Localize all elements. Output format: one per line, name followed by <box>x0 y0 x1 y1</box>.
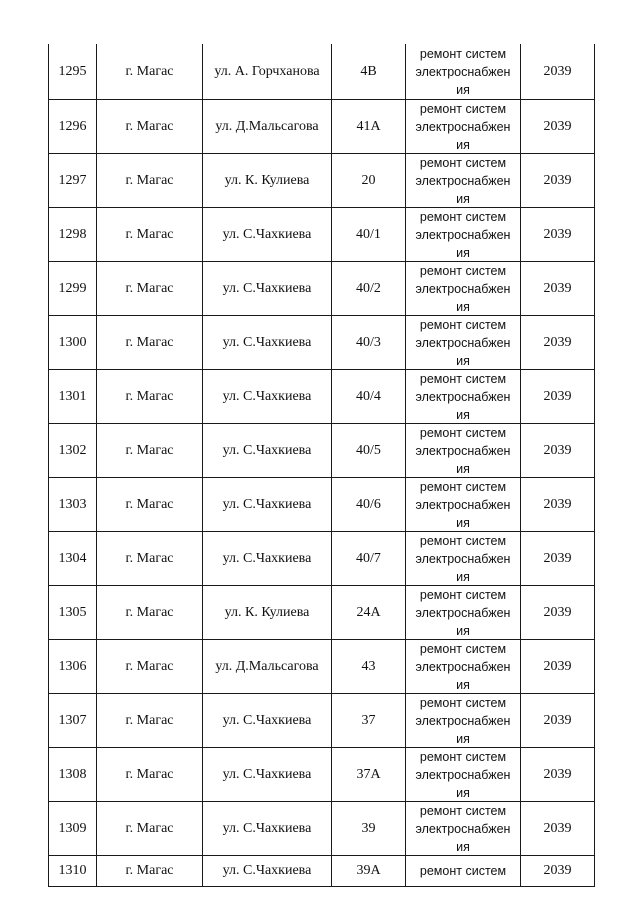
work-type-line: ремонт систем <box>419 209 507 224</box>
work-type-line: электроснабжен <box>415 389 511 404</box>
work-type-line: ремонт систем <box>419 587 507 602</box>
work-type-line: ия <box>456 731 470 746</box>
city-cell: г. Магас <box>125 226 174 242</box>
street-cell: ул. С.Чахкиева <box>222 388 312 404</box>
year-cell: 2039 <box>543 712 572 728</box>
work-type-cell <box>406 640 520 693</box>
work-type-line: ремонт систем <box>419 317 507 332</box>
work-type-line: ремонт систем <box>419 749 507 764</box>
house-number-cell: 40/5 <box>356 442 381 458</box>
year-cell: 2039 <box>543 658 572 674</box>
work-type-cell <box>406 208 520 261</box>
row-number-cell: 1300 <box>58 334 87 350</box>
work-type-line: ия <box>456 137 470 152</box>
work-type-cell <box>406 802 520 855</box>
house-number-cell: 37 <box>361 712 376 728</box>
work-type-line: электроснабжен <box>415 713 511 728</box>
work-type-line: ремонт систем <box>419 101 507 116</box>
row-number-cell: 1308 <box>58 766 87 782</box>
work-type-cell <box>406 748 520 801</box>
city-cell: г. Магас <box>125 550 174 566</box>
work-type-cell <box>406 694 520 747</box>
street-cell: ул. К. Кулиева <box>224 172 310 188</box>
work-type-cell <box>406 100 520 153</box>
work-type-line: ия <box>456 407 470 422</box>
work-type-line: ия <box>456 461 470 476</box>
row-number-cell: 1299 <box>58 280 87 296</box>
year-cell: 2039 <box>543 766 572 782</box>
house-number-cell: 41А <box>356 118 381 134</box>
work-type-line: электроснабжен <box>415 659 511 674</box>
city-cell: г. Магас <box>125 658 174 674</box>
street-cell: ул. С.Чахкиева <box>222 863 312 878</box>
year-cell: 2039 <box>543 820 572 836</box>
work-type-line: электроснабжен <box>415 443 511 458</box>
city-cell: г. Магас <box>125 172 174 188</box>
work-type-line: электроснабжен <box>415 605 511 620</box>
year-cell: 2039 <box>543 863 572 878</box>
year-cell: 2039 <box>543 496 572 512</box>
work-type-cell <box>406 45 520 99</box>
work-type-line: ия <box>456 839 470 854</box>
year-cell: 2039 <box>543 226 572 242</box>
city-cell: г. Магас <box>125 388 174 404</box>
house-number-cell: 4В <box>360 64 377 79</box>
city-cell: г. Магас <box>125 280 174 296</box>
work-type-line: ремонт систем <box>419 641 507 656</box>
row-number-cell: 1307 <box>58 712 87 728</box>
work-type-line: ремонт систем <box>419 803 507 818</box>
street-cell: ул. С.Чахкиева <box>222 550 312 566</box>
street-cell: ул. С.Чахкиева <box>222 334 312 350</box>
column-rule <box>594 44 595 886</box>
work-type-line: ремонт систем <box>419 533 507 548</box>
house-number-cell: 40/2 <box>356 280 381 296</box>
row-number-cell: 1310 <box>58 863 87 878</box>
work-type-cell <box>406 262 520 315</box>
street-cell: ул. С.Чахкиева <box>222 226 312 242</box>
work-type-cell <box>406 586 520 639</box>
work-type-line: ия <box>456 83 470 97</box>
street-cell: ул. А. Горчханова <box>214 64 320 79</box>
city-cell: г. Магас <box>125 118 174 134</box>
work-type-line: ия <box>456 191 470 206</box>
house-number-cell: 24А <box>356 604 381 620</box>
house-number-cell: 40/4 <box>356 388 381 404</box>
street-cell: ул. С.Чахкиева <box>222 442 312 458</box>
work-type-line: ия <box>456 569 470 584</box>
work-type-line: ремонт систем <box>419 479 507 494</box>
street-cell: ул. К. Кулиева <box>224 604 310 620</box>
work-type-cell <box>406 478 520 531</box>
year-cell: 2039 <box>543 172 572 188</box>
city-cell: г. Магас <box>125 64 174 79</box>
city-cell: г. Магас <box>125 442 174 458</box>
work-type-line: ия <box>456 785 470 800</box>
row-number-cell: 1297 <box>58 172 87 188</box>
city-cell: г. Магас <box>125 496 174 512</box>
work-type-line: электроснабжен <box>415 497 511 512</box>
work-type-line: ремонт систем <box>419 155 507 170</box>
row-rule <box>48 886 595 887</box>
work-type-cell <box>406 424 520 477</box>
street-cell: ул. С.Чахкиева <box>222 820 312 836</box>
year-cell: 2039 <box>543 388 572 404</box>
year-cell: 2039 <box>543 118 572 134</box>
row-number-cell: 1295 <box>58 64 87 79</box>
street-cell: ул. С.Чахкиева <box>222 712 312 728</box>
work-type-line: ремонт систем <box>419 47 507 61</box>
city-cell: г. Магас <box>125 820 174 836</box>
work-type-line: ремонт систем <box>419 425 507 440</box>
work-type-line: ия <box>456 623 470 638</box>
row-number-cell: 1304 <box>58 550 87 566</box>
work-type-line: электроснабжен <box>415 767 511 782</box>
work-type-line: электроснабжен <box>415 65 511 79</box>
work-type-line: электроснабжен <box>415 119 511 134</box>
house-number-cell: 40/7 <box>356 550 381 566</box>
work-type-line: электроснабжен <box>415 173 511 188</box>
year-cell: 2039 <box>543 64 572 79</box>
row-number-cell: 1301 <box>58 388 87 404</box>
house-number-cell: 37А <box>356 766 381 782</box>
year-cell: 2039 <box>543 334 572 350</box>
work-type-cell <box>406 856 520 886</box>
city-cell: г. Магас <box>125 863 174 878</box>
work-type-line: ремонт систем <box>419 864 507 878</box>
work-type-line: электроснабжен <box>415 227 511 242</box>
work-type-line: электроснабжен <box>415 551 511 566</box>
year-cell: 2039 <box>543 280 572 296</box>
year-cell: 2039 <box>543 442 572 458</box>
house-number-cell: 39 <box>361 820 376 836</box>
work-type-line: электроснабжен <box>415 821 511 836</box>
work-type-line: ия <box>456 677 470 692</box>
year-cell: 2039 <box>543 604 572 620</box>
row-number-cell: 1306 <box>58 658 87 674</box>
work-type-line: электроснабжен <box>415 335 511 350</box>
row-number-cell: 1298 <box>58 226 87 242</box>
work-type-line: ремонт систем <box>419 371 507 386</box>
city-cell: г. Магас <box>125 712 174 728</box>
work-type-line: ия <box>456 353 470 368</box>
row-number-cell: 1302 <box>58 442 87 458</box>
row-number-cell: 1296 <box>58 118 87 134</box>
work-type-line: ремонт систем <box>419 695 507 710</box>
house-number-cell: 43 <box>361 658 376 674</box>
row-number-cell: 1305 <box>58 604 87 620</box>
row-number-cell: 1303 <box>58 496 87 512</box>
work-type-cell <box>406 154 520 207</box>
street-cell: ул. С.Чахкиева <box>222 280 312 296</box>
house-number-cell: 40/1 <box>356 226 381 242</box>
work-type-line: ия <box>456 299 470 314</box>
house-number-cell: 39А <box>356 863 381 878</box>
work-type-cell <box>406 532 520 585</box>
street-cell: ул. Д.Мальсагова <box>215 658 319 674</box>
city-cell: г. Магас <box>125 766 174 782</box>
city-cell: г. Магас <box>125 604 174 620</box>
work-type-line: ия <box>456 515 470 530</box>
city-cell: г. Магас <box>125 334 174 350</box>
street-cell: ул. С.Чахкиева <box>222 496 312 512</box>
work-type-cell <box>406 370 520 423</box>
work-type-line: электроснабжен <box>415 281 511 296</box>
street-cell: ул. С.Чахкиева <box>222 766 312 782</box>
street-cell: ул. Д.Мальсагова <box>215 118 319 134</box>
house-number-cell: 20 <box>361 172 376 188</box>
year-cell: 2039 <box>543 550 572 566</box>
work-type-cell <box>406 316 520 369</box>
house-number-cell: 40/6 <box>356 496 381 512</box>
work-type-line: ремонт систем <box>419 263 507 278</box>
work-type-line: ия <box>456 245 470 260</box>
row-number-cell: 1309 <box>58 820 87 836</box>
house-number-cell: 40/3 <box>356 334 381 350</box>
